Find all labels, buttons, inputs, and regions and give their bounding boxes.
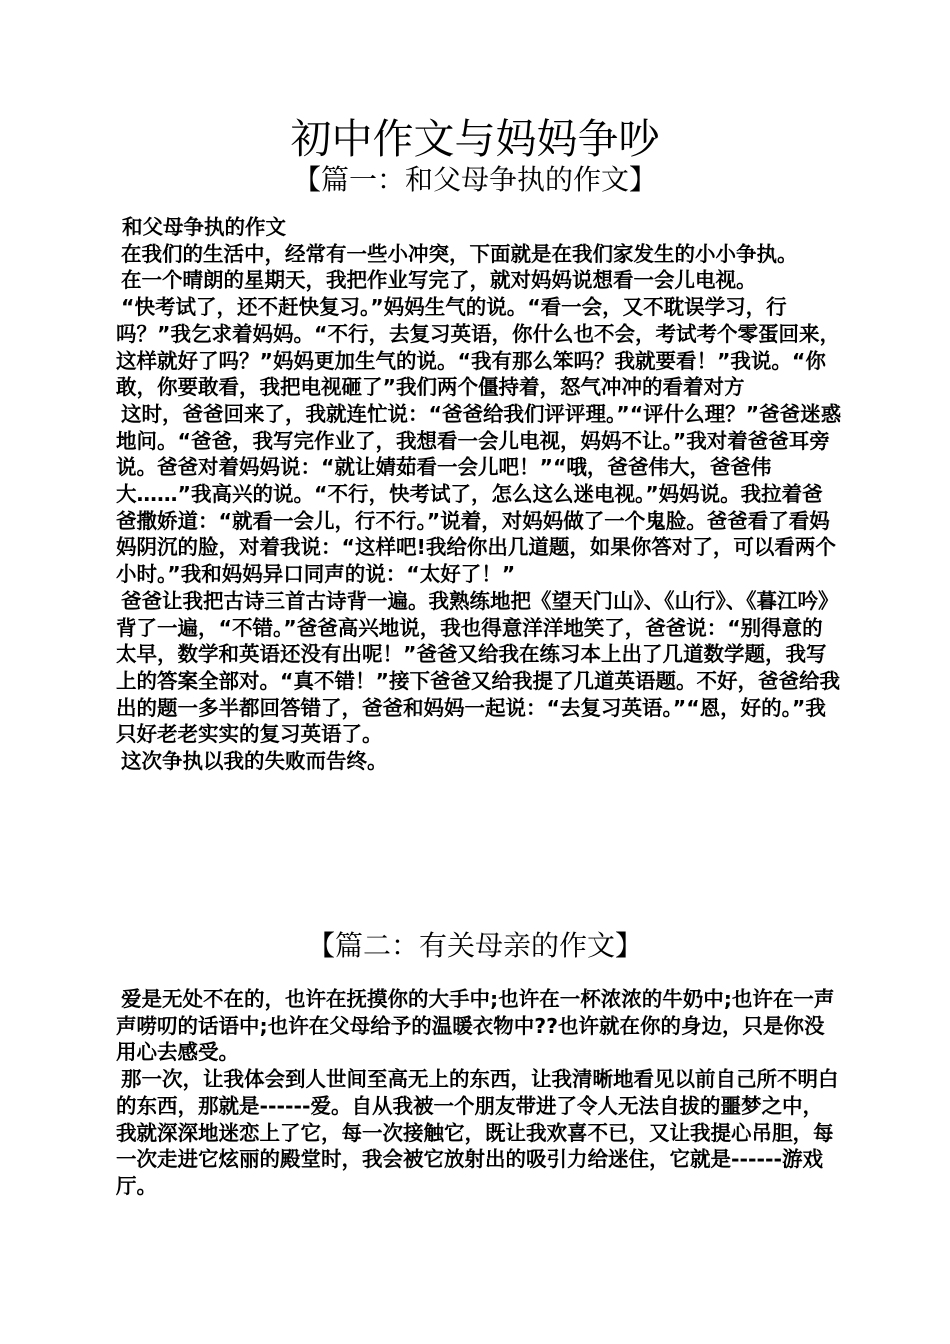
section-heading-1: 【篇一：和父母争执的作文】 bbox=[292, 163, 657, 196]
paragraph: “快考试了，还不赶快复习。”妈妈生气的说。“看一会，又不耽误学习，行吗？”我乞求着妈妈。“不行，去复习英语，你什么也不会，考试考个零蛋回来，这样就好了吗？”妈妈更加生气的说。“我有那么笨吗？我就要看！”我说。“你敢，你要敢看，我把电视砸了”我们两个僵持着，怒气冲冲的看着对方 bbox=[116, 295, 840, 400]
document-title: 初中作文与妈妈争吵 bbox=[290, 115, 660, 163]
paragraph: 爱是无处不在的，也许在抚摸你的大手中;也许在一杯浓浓的牛奶中;也许在一声声唠叨的话语中;也许在父母给予的温暖衣物中??也许就在你的身边，只是你没用心去感受。 bbox=[116, 987, 835, 1065]
paragraph: 这时，爸爸回来了，我就连忙说：“爸爸给我们评评理。”“评什么理？”爸爸迷惑地问。“爸爸，我写完作业了，我想看一会儿电视，妈妈不让。”我对着爸爸耳旁说。爸爸对着妈妈说：“就让婧茹看一会儿吧！”“哦，爸爸伟大，爸爸伟大……”我高兴的说。“不行，快考试了，怎么这么迷电视。”妈妈说。我拉着爸爸撒娇道：“就看一会儿，行不行。”说着，对妈妈做了一个鬼脸。爸爸看了看妈妈阴沉的脸，对着我说：“这样吧!我给你出几道题，如果你答对了，可以看两个小时。”我和妈妈异口同声的说：“太好了！” bbox=[116, 401, 842, 587]
paragraph: 在我们的生活中，经常有一些小冲突，下面就是在我们家发生的小小争执。 bbox=[121, 241, 798, 266]
paragraph: 那一次，让我体会到人世间至高无上的东西，让我清晰地看见以前自己所不明白的东西，那就是------爱。自从我被一个朋友带进了令人无法自拔的噩梦之中，我就深深地迷恋上了它，每一次接触它，既让我欢喜不已，又让我提心吊胆，每一次走进它炫丽的殿堂时，我会被它放射出的吸引力给迷住，它就是------游戏厅。 bbox=[116, 1067, 839, 1198]
paragraph: 在一个晴朗的星期天，我把作业写完了，就对妈妈说想看一会儿电视。 bbox=[121, 268, 757, 293]
paragraph: 爸爸让我把古诗三首古诗背一遍。我熟练地把《望天门山》、《山行》、《暮江吟》背了一遍，“不错。”爸爸高兴地说，我也得意洋洋地笑了，爸爸说：“别得意的太早，数学和英语还没有出呢！”爸爸又给我在练习本上出了几道数学题，我写上的答案全部对。“真不错！”接下爸爸又给我提了几道英语题。不好，爸爸给我出的题一多半都回答错了，爸爸和妈妈一起说：“去复习英语。”“恩，好的。”我只好老老实实的复习英语了。 bbox=[116, 588, 840, 747]
section-2-body bbox=[116, 986, 842, 1200]
section-1-body bbox=[116, 214, 842, 775]
paragraph: 这次争执以我的失败而告终。 bbox=[121, 749, 388, 774]
section-heading-2: 【篇二：有关母亲的作文】 bbox=[306, 929, 643, 962]
section-1-subheading: 和父母争执的作文 bbox=[122, 215, 286, 239]
